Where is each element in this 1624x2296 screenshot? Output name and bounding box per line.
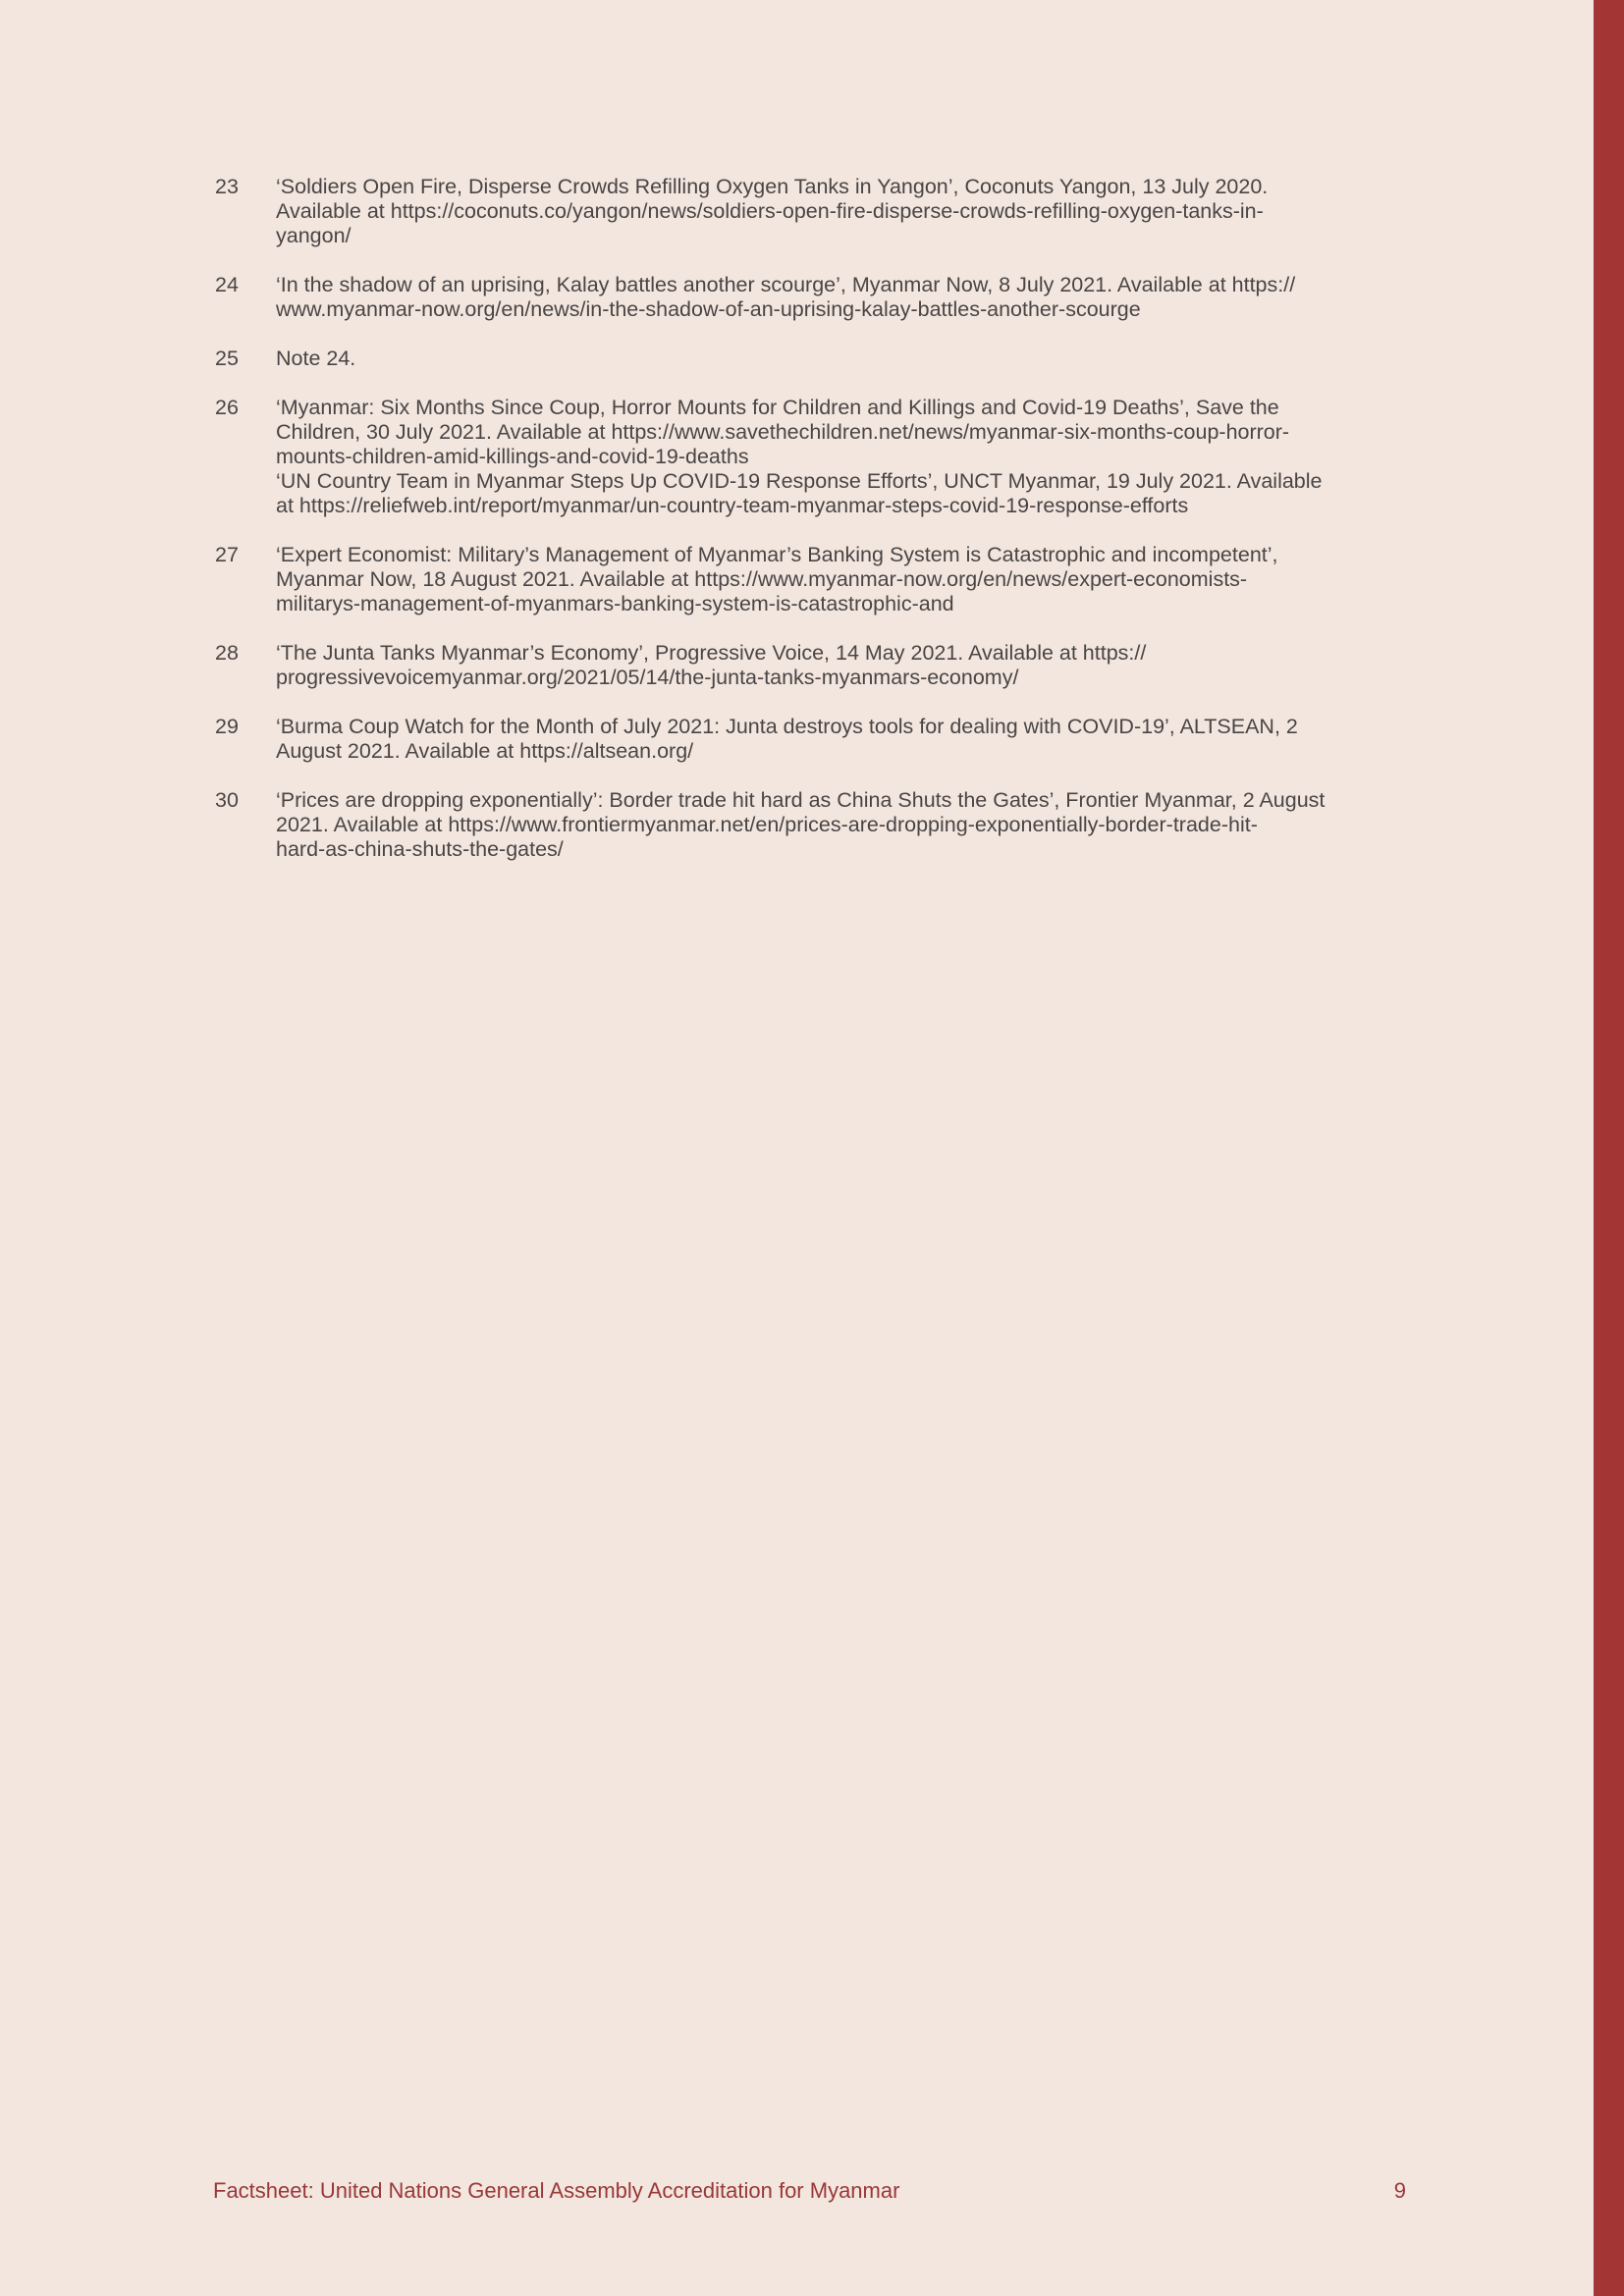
endnote-text	[276, 641, 1408, 690]
endnote-line: ‘Expert Economist: Military’s Management of Myanmar’s Banking System is Catastrophic and incompetent’,	[276, 543, 1278, 566]
endnote-line: militarys-management-of-myanmars-banking-system-is-catastrophic-and	[276, 592, 954, 615]
endnote-line: hard-as-china-shuts-the-gates/	[276, 837, 564, 861]
endnote-28	[215, 641, 1408, 690]
endnote-line: Myanmar Now, 18 August 2021. Available at https://www.myanmar-now.org/en/news/expert-economists-	[276, 567, 1248, 591]
endnote-23	[215, 175, 1408, 248]
endnote-number: 23	[215, 175, 239, 198]
endnote-line: Note 24.	[276, 347, 356, 370]
endnote-number: 26	[215, 396, 239, 419]
endnote-text	[276, 175, 1408, 248]
endnote-line: ‘UN Country Team in Myanmar Steps Up COVID-19 Response Efforts’, UNCT Myanmar, 19 July 2021. Available	[276, 469, 1323, 493]
endnote-line: yangon/	[276, 224, 352, 247]
endnote-line: ‘In the shadow of an uprising, Kalay battles another scourge’, Myanmar Now, 8 July 2021. Available at https://	[276, 273, 1296, 296]
endnote-number: 30	[215, 788, 239, 812]
endnote-30	[215, 788, 1408, 862]
endnote-number: 28	[215, 641, 239, 665]
endnotes-list	[215, 175, 1408, 886]
footer-title: Factsheet: United Nations General Assembly Accreditation for Myanmar	[213, 2178, 900, 2203]
endnote-line: ‘Burma Coup Watch for the Month of July 2021: Junta destroys tools for dealing with COVID-19’, ALTSEAN, 2	[276, 715, 1298, 738]
endnote-24	[215, 273, 1408, 322]
endnote-text	[276, 396, 1408, 518]
endnote-text	[276, 273, 1408, 322]
endnote-number: 27	[215, 543, 239, 566]
endnote-line: ‘Soldiers Open Fire, Disperse Crowds Refilling Oxygen Tanks in Yangon’, Coconuts Yangon, 13 July 2020.	[276, 175, 1269, 198]
endnote-26	[215, 396, 1408, 518]
endnote-number: 24	[215, 273, 239, 296]
endnote-line: ‘Prices are dropping exponentially’: Border trade hit hard as China Shuts the Gates’, Frontier Myanmar, 2 August	[276, 788, 1326, 812]
endnote-line: 2021. Available at https://www.frontiermyanmar.net/en/prices-are-dropping-exponentially-border-trade-hit-	[276, 813, 1258, 836]
endnote-text	[276, 543, 1408, 616]
endnote-text	[276, 788, 1408, 862]
endnote-line: at https://reliefweb.int/report/myanmar/un-country-team-myanmar-steps-covid-19-response-efforts	[276, 494, 1189, 517]
endnote-line: progressivevoicemyanmar.org/2021/05/14/the-junta-tanks-myanmars-economy/	[276, 666, 1019, 689]
endnote-29	[215, 715, 1408, 764]
right-accent-bar	[1594, 0, 1624, 2296]
endnote-line: ‘Myanmar: Six Months Since Coup, Horror Mounts for Children and Killings and Covid-19 Deaths’, Save the	[276, 396, 1279, 419]
endnote-line: www.myanmar-now.org/en/news/in-the-shadow-of-an-uprising-kalay-battles-another-scourge	[276, 297, 1141, 321]
endnote-line: August 2021. Available at https://altsean.org/	[276, 739, 694, 763]
endnote-line: Available at https://coconuts.co/yangon/news/soldiers-open-fire-disperse-crowds-refilling-oxygen-tanks-in-	[276, 199, 1264, 223]
endnote-line: Children, 30 July 2021. Available at https://www.savethechildren.net/news/myanmar-six-months-coup-horror-	[276, 420, 1290, 444]
page-number: 9	[1393, 2178, 1406, 2203]
endnote-number: 25	[215, 347, 239, 370]
endnote-25	[215, 347, 1408, 371]
endnote-number: 29	[215, 715, 239, 738]
endnote-line: ‘The Junta Tanks Myanmar’s Economy’, Progressive Voice, 14 May 2021. Available at https://	[276, 641, 1147, 665]
endnote-text	[276, 347, 1408, 371]
endnote-line: mounts-children-amid-killings-and-covid-19-deaths	[276, 445, 749, 468]
endnote-27	[215, 543, 1408, 616]
endnote-text	[276, 715, 1408, 764]
